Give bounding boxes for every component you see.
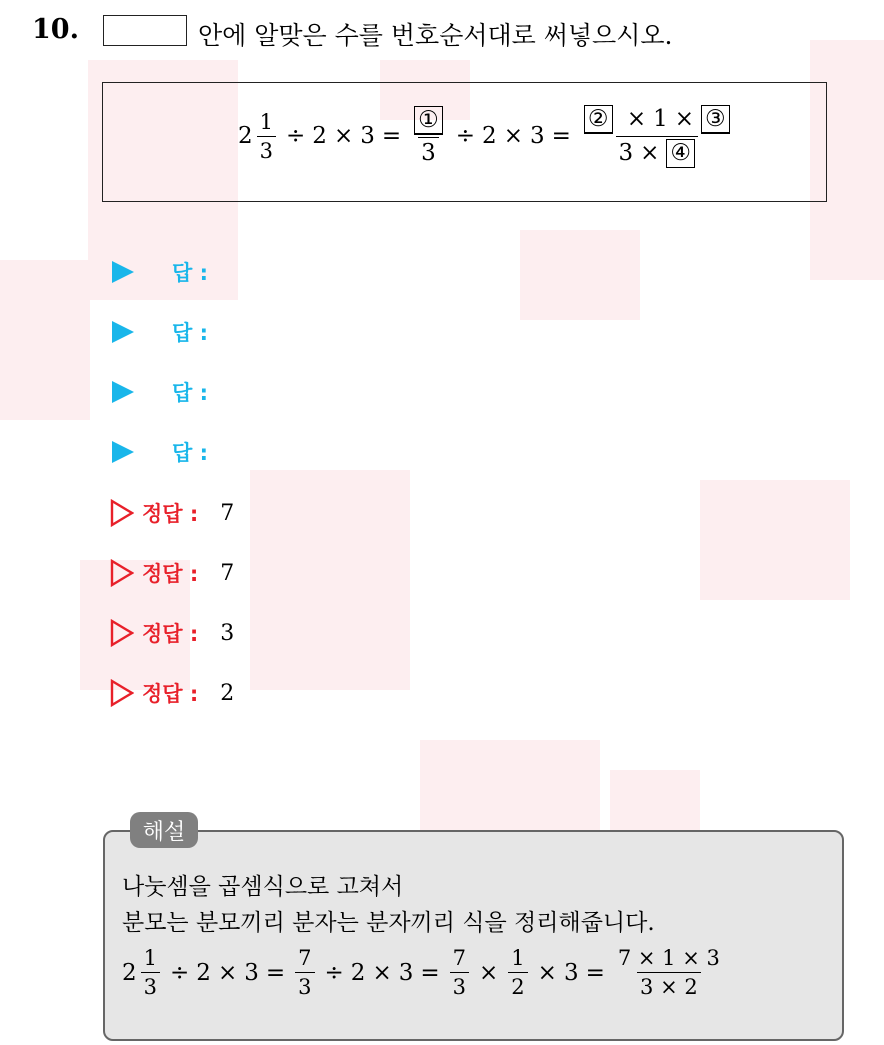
final-numerator: 7 × 1 × 3: [617, 946, 720, 970]
solution-row: [110, 558, 234, 588]
fraction-numerator: 7: [298, 946, 312, 970]
multiply-sign: ×: [217, 959, 238, 986]
answer-row: [112, 257, 208, 287]
multiply-sign: ×: [333, 123, 354, 150]
multiply-sign: ×: [503, 123, 523, 150]
fraction-denominator: 2: [508, 972, 527, 999]
fraction-numerator: 7: [452, 946, 467, 970]
multiplier: 3: [360, 123, 375, 150]
solution-row: [110, 498, 234, 528]
outline-triangle-icon: [110, 679, 134, 707]
solution-value: 7: [220, 500, 235, 526]
answer-blank-box: [103, 15, 187, 46]
outline-triangle-icon: [110, 559, 134, 587]
answer-row: [112, 377, 208, 407]
equation-box: [102, 82, 827, 202]
multiplier: 3: [563, 959, 579, 986]
play-triangle-icon: [112, 321, 134, 343]
answer-label: 답 :: [172, 321, 208, 345]
mixed-whole: 2: [238, 123, 253, 150]
multiply-sign: ×: [674, 106, 695, 132]
final-fraction: [615, 946, 723, 999]
solution-label: 정답 :: [142, 622, 199, 646]
divide-sign: ÷: [455, 123, 476, 150]
fraction-denominator: 3: [295, 972, 314, 999]
blank-3: ③: [701, 105, 730, 134]
blank-4: ④: [666, 139, 695, 167]
play-triangle-icon: [112, 261, 134, 283]
outline-triangle-icon: [110, 499, 134, 527]
fraction-blanks: [581, 105, 733, 168]
multiply-sign: ×: [537, 959, 557, 986]
multiply-sign: ×: [626, 106, 647, 132]
multiply-sign: ×: [640, 140, 660, 167]
question-number: 10.: [32, 14, 79, 45]
multiply-sign: ×: [372, 959, 392, 986]
mixed-fraction: [257, 110, 276, 163]
improper-fraction: [450, 946, 469, 999]
one: 1: [653, 106, 668, 132]
explanation-tag: 해설: [130, 812, 198, 848]
equals-sign: =: [265, 959, 286, 986]
improper-fraction: [295, 946, 314, 999]
multiply-sign: ×: [479, 959, 499, 986]
multiplier: 3: [398, 959, 414, 986]
fraction-denominator: 3: [450, 972, 469, 999]
outline-triangle-icon: [110, 619, 134, 647]
solution-value: 7: [220, 560, 235, 586]
blank-2: ②: [584, 105, 613, 134]
answer-label: 답 :: [172, 441, 208, 465]
answer-row: [112, 317, 208, 347]
play-triangle-icon: [112, 441, 134, 463]
mixed-fraction: [141, 946, 160, 999]
solution-value: 2: [220, 680, 235, 706]
fraction-blank1: [411, 106, 446, 167]
mixed-whole: 2: [122, 959, 137, 986]
question-text: 안에 알맞은 수를 번호순서대로 써넣으시오.: [198, 21, 673, 50]
multiplier: 3: [529, 123, 545, 150]
solution-label: 정답 :: [142, 682, 199, 706]
divisor: 2: [350, 959, 366, 986]
denominator-lead: 3: [618, 140, 634, 167]
fraction-numerator: 1: [511, 946, 525, 970]
answer-label: 답 :: [172, 261, 208, 285]
divide-sign: ÷: [170, 959, 190, 986]
solution-label: 정답 :: [142, 562, 199, 586]
mixed-denominator: 3: [257, 136, 276, 163]
problem-equation: [238, 105, 736, 168]
answer-row: [112, 437, 208, 467]
divisor: 2: [312, 123, 327, 150]
divisor: 2: [196, 959, 211, 986]
multiplier: 3: [244, 959, 259, 986]
fraction-denominator: 3: [418, 137, 439, 166]
explanation-line-1: 나눗셈을 곱셈식으로 고쳐서: [122, 874, 404, 900]
divide-sign: ÷: [324, 959, 344, 986]
equals-sign: =: [551, 123, 571, 150]
solution-row: [110, 618, 234, 648]
divisor: 2: [482, 123, 497, 150]
answer-label: 답 :: [172, 381, 208, 405]
mixed-numerator: 1: [259, 109, 274, 134]
blank-1: ①: [414, 106, 443, 135]
equals-sign: =: [420, 959, 440, 986]
solution-label: 정답 :: [142, 502, 199, 526]
solution-row: [110, 678, 234, 708]
solution-value: 3: [220, 620, 235, 646]
reciprocal-fraction: [508, 946, 527, 999]
play-triangle-icon: [112, 381, 134, 403]
equals-sign: =: [381, 123, 402, 150]
mixed-denominator: 3: [141, 972, 160, 999]
equals-sign: =: [585, 959, 605, 986]
explanation-equation: [122, 946, 726, 999]
explanation-line-2: 분모는 분모끼리 분자는 분자끼리 식을 정리해줍니다.: [122, 910, 655, 936]
mixed-numerator: 1: [143, 946, 158, 970]
divide-sign: ÷: [286, 123, 306, 150]
final-denominator: 3 × 2: [637, 972, 701, 999]
